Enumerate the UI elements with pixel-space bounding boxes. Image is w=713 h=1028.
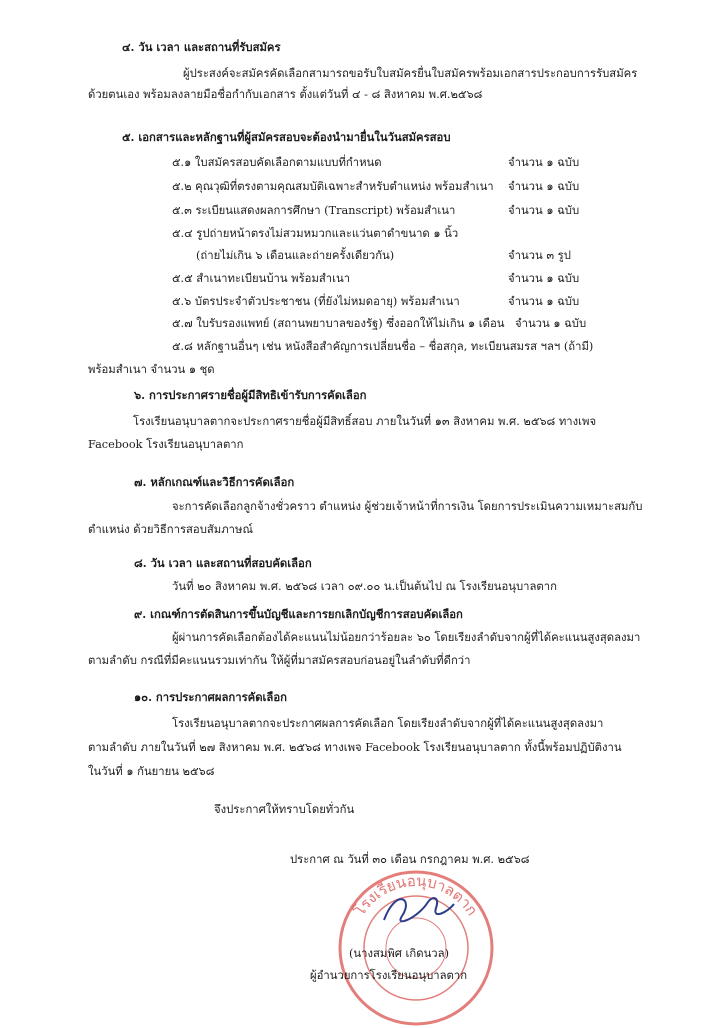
doc-item-5-2-amount: จำนวน ๑ ฉบับ [508,180,580,193]
section-7-paragraph-line-1: จะการคัดเลือกลูกจ้างชั่วคราว ตำแหน่ง ผู้ช่วยเจ้าหน้าที่การเงิน โดยการประเมินความเหมาะสมกับ [172,500,643,513]
signer-name: (นางสมพิศ เกิดนวล) [349,947,449,960]
doc-item-5-1: ๕.๑ ใบสมัครสอบคัดเลือกตามแบบที่กำหนด [172,156,382,169]
announcement-closing: จึงประกาศให้ทราบโดยทั่วกัน [214,803,355,816]
section-9-paragraph-line-2: ตามลำดับ กรณีที่มีคะแนนรวมเท่ากัน ให้ผู้ที่มาสมัครสอบก่อนอยู่ในลำดับที่ดีกว่า [88,654,471,667]
section-10-paragraph-line-2: ตามลำดับ ภายในวันที่ ๒๗ สิงหาคม พ.ศ. ๒๕๖๘ ทางเพจ Facebook โรงเรียนอนุบาลตาก ทั้งนี้พร้อมปฏิบัติงาน [88,741,622,754]
section-4-paragraph-line-1: ผู้ประสงค์จะสมัครคัดเลือกสามารถขอรับใบสมัครยื่นใบสมัครพร้อมเอกสารประกอบการรับสมัคร [183,67,638,80]
doc-item-5-4-amount: จำนวน ๓ รูป [508,249,571,262]
doc-item-5-4: ๕.๔ รูปถ่ายหน้าตรงไม่สวมหมวกและแว่นตาดำขนาด ๑ นิ้ว [172,227,459,240]
doc-item-5-7: ๕.๗ ใบรับรองแพทย์ (สถานพยาบาลของรัฐ) ซึ่งออกให้ไม่เกิน ๑ เดือน [172,317,505,330]
section-6-paragraph-line-2: Facebook โรงเรียนอนุบาลตาก [88,438,244,451]
section-5-heading: ๕. เอกสารและหลักฐานที่ผู้สมัครสอบจะต้องนำมายื่นในวันสมัครสอบ [122,130,451,144]
section-6-paragraph-line-1: โรงเรียนอนุบาลตากจะประกาศรายชื่อผู้มีสิทธิ์สอบ ภายในวันที่ ๑๓ สิงหาคม พ.ศ. ๒๕๖๘ ทางเพจ [133,415,597,428]
announcement-date: ประกาศ ณ วันที่ ๓๐ เดือน กรกฎาคม พ.ศ. ๒๕๖๘ [290,853,530,866]
section-9-heading: ๙. เกณฑ์การตัดสินการขึ้นบัญชีและการยกเลิกบัญชีการสอบคัดเลือก [134,607,463,621]
section-10-paragraph-line-3: ในวันที่ ๑ กันยายน ๒๕๖๘ [88,765,215,778]
doc-item-5-8: ๕.๘ หลักฐานอื่นๆ เช่น หนังสือสำคัญการเปลี่ยนชื่อ – ชื่อสกุล, ทะเบียนสมรส ฯลฯ (ถ้ามี) [172,340,594,353]
doc-item-5-2: ๕.๒ คุณวุฒิที่ตรงตามคุณสมบัติเฉพาะสำหรับตำแหน่ง พร้อมสำเนา [172,180,494,193]
doc-item-5-1-amount: จำนวน ๑ ฉบับ [508,156,580,169]
doc-item-5-5: ๕.๕ สำเนาทะเบียนบ้าน พร้อมสำเนา [172,272,351,285]
section-7-paragraph-line-2: ตำแหน่ง ด้วยวิธีการสอบสัมภาษณ์ [88,523,253,536]
section-7-heading: ๗. หลักเกณฑ์และวิธีการคัดเลือก [134,475,295,489]
doc-item-5-6-amount: จำนวน ๑ ฉบับ [508,295,580,308]
section-10-heading: ๑๐. การประกาศผลการคัดเลือก [134,690,287,704]
section-4-heading: ๔. วัน เวลา และสถานที่รับสมัคร [122,40,281,54]
doc-item-5-7-amount: จำนวน ๑ ฉบับ [515,317,587,330]
doc-item-5-4-note: (ถ่ายไม่เกิน ๖ เดือนและถ่ายครั้งเดียวกัน) [196,249,395,262]
section-4-paragraph-line-2: ด้วยตนเอง พร้อมลงลายมือชื่อกำกับเอกสาร ตั้งแต่วันที่ ๔ - ๘ สิงหาคม พ.ศ.๒๕๖๘ [88,88,483,101]
doc-item-5-3: ๕.๓ ระเบียนแสดงผลการศึกษา (Transcript) พร้อมสำเนา [172,204,456,217]
doc-item-5-8-tail: พร้อมสำเนา จำนวน ๑ ชุด [88,363,215,376]
doc-item-5-6: ๕.๖ บัตรประจำตัวประชาชน (ที่ยังไม่หมดอายุ) พร้อมสำเนา [172,295,460,308]
section-6-heading: ๖. การประกาศรายชื่อผู้มีสิทธิเข้ารับการคัดเลือก [134,388,367,402]
doc-item-5-3-amount: จำนวน ๑ ฉบับ [508,204,580,217]
signer-title: ผู้อำนวยการโรงเรียนอนุบาลตาก [310,969,468,982]
seal-text: โรงเรียนอนุบาลตาก [350,871,482,920]
section-9-paragraph-line-1: ผู้ผ่านการคัดเลือกต้องได้คะแนนไม่น้อยกว่าร้อยละ ๖๐ โดยเรียงลำดับจากผู้ที่ได้คะแนนสูงสุดลงมา [172,631,641,644]
section-8-paragraph: วันที่ ๒๐ สิงหาคม พ.ศ. ๒๕๖๘ เวลา ๐๙.๐๐ น.เป็นต้นไป ณ โรงเรียนอนุบาลตาก [172,580,557,593]
doc-item-5-5-amount: จำนวน ๑ ฉบับ [508,272,580,285]
section-10-paragraph-line-1: โรงเรียนอนุบาลตากจะประกาศผลการคัดเลือก โดยเรียงลำดับจากผู้ที่ได้คะแนนสูงสุดลงมา [172,717,604,730]
section-8-heading: ๘. วัน เวลา และสถานที่สอบคัดเลือก [134,556,312,570]
